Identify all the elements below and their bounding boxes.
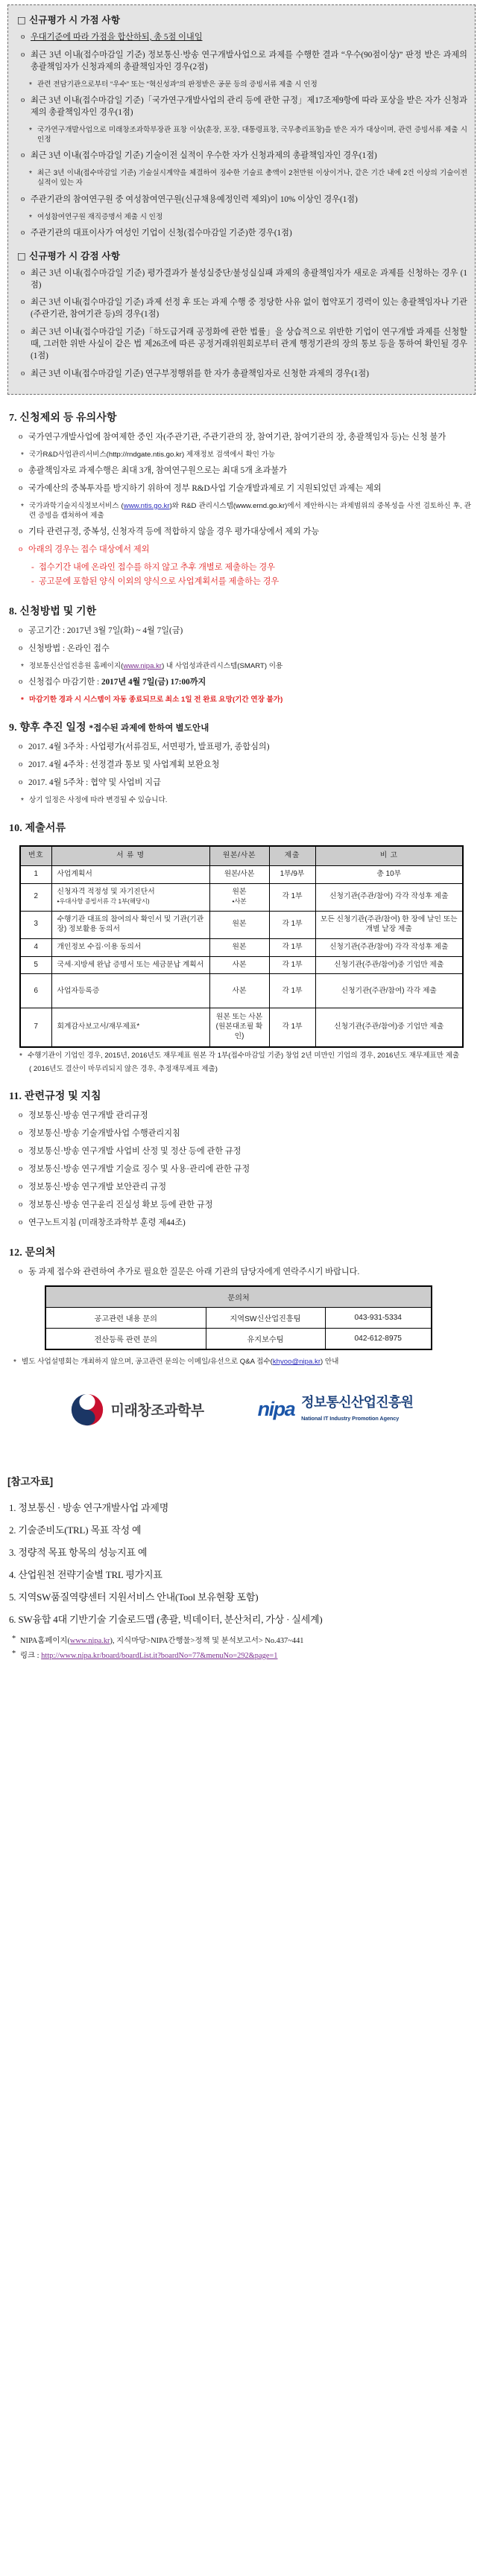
reference-note: * NIPA홈페이지(www.nipa.kr), 지식마당>NIPA간행물>정책 및 분석보고서> No.437~441 (10, 1634, 483, 1645)
cell-remark: 신청기관(주관/참여)중 기업만 제출 (315, 1008, 463, 1047)
document-page (0, 4, 483, 1668)
contact-header: 문의처 (45, 1286, 432, 1308)
nipa-logo-text-kr: 정보통신산업진흥원 (301, 1394, 414, 1410)
taegeuk-icon (70, 1393, 104, 1427)
cell-document-name: 신청자격 적정성 및 자기진단서 •우대사항 증빙서류 각 1부(해당시) (51, 883, 209, 911)
cell-original-copy: 원본 •사본 (209, 883, 269, 911)
contact-email-link[interactable]: khyoo@nipa.kr (272, 1358, 321, 1367)
contact-team: 지역SW신산업진흥팀 (206, 1308, 325, 1329)
s12-lead-text: o 동 과제 접수와 관련하여 추가로 필요한 질문은 아래 기관의 담당자에게 연락주시기 바랍니다. (18, 1267, 471, 1279)
bonus-item: o 우대기준에 따라 가점을 합산하되, 총 5점 이내임 (20, 32, 467, 44)
bonus-item: o 주관기관의 참여연구원 중 여성참여연구원(신규채용예정인력 제외)이 10% 이상인 경우(1점) (20, 194, 467, 206)
cell-original-subnote: •사본 (232, 897, 247, 905)
reference-item: 5. 지역SW품질역량센터 지원서비스 안내(Tool 보유현황 포함) (9, 1591, 259, 1603)
s11-regulation: o 연구노트지침 (미래창조과학부 훈령 제44조) (18, 1218, 471, 1230)
contact-phone: 043-931-5334 (325, 1308, 432, 1329)
bonus-item-note: * 최근 3년 이내(접수마감일 기준) 기술실시계약을 체결하여 징수한 기술료 총액이 2천만원 이상이거나, 같은 기간 내에 2건 이상의 기술이전 실적이 있는 자 (28, 168, 467, 188)
reference-note: * 링크 : http://www.nipa.kr/board/boardList.it?boardNo=77&menuNo=292&page=1 (10, 1649, 483, 1660)
cell-no: 5 (20, 956, 51, 974)
penalty-item: o 최근 3년 이내(접수마감일 기준)「하도급거래 공정화에 관한 법률」을 상습적으로 위반한 기업이 연구개발 과제를 신청할 때, 그러한 위반 사실이 같은 법 제26조에 따른 공정거래위원회로부터 관계 행정기관의 장의 통보 등을 통하여 확인될 경우(1점) (20, 327, 467, 363)
reference-item: 6. SW융합 4대 기반기술 기술로드맵 (총괄, 빅데이터, 분산처리, 가상 · 실세계) (9, 1613, 323, 1625)
table-header-row (20, 846, 463, 865)
table-row (20, 1008, 463, 1047)
cell-original-copy: 원본 (209, 938, 269, 956)
cell-count: 각 1부 (269, 938, 315, 956)
s11-regulation: o 정보통신·방송 연구개발 사업비 산정 및 정산 등에 관한 규정 (18, 1146, 471, 1158)
cell-original-copy: 원본 또는 사본(원본대조필 확인) (209, 1008, 269, 1047)
penalty-heading: □ 신규평가 시 감점 사항 (17, 249, 121, 261)
cell-remark: 신청기관(주관/참여) 각각 제출 (315, 974, 463, 1008)
bonus-item: o 주관기관의 대표이사가 여성인 기업이 신청(접수마감일 기준)한 경우(1점) (20, 228, 467, 240)
contact-kind: 전산등록 관련 문의 (45, 1329, 206, 1350)
contact-row (45, 1308, 432, 1329)
cell-document-name: 사업자등록증 (51, 974, 209, 1008)
evaluation-notice-box (7, 4, 476, 395)
cell-no: 3 (20, 911, 51, 938)
contact-team: 유지보수팀 (206, 1329, 325, 1350)
cell-remark: 총 10부 (315, 866, 463, 884)
nipa-link[interactable]: www.nipa.kr (123, 661, 162, 670)
section-12-body (16, 1267, 471, 1279)
cell-document-name: 수행기관 대표의 참여의사 확인서 및 기관(기관장) 정보활용 동의서 (51, 911, 209, 938)
cell-original-copy: 사본 (209, 974, 269, 1008)
col-document-name: 서 류 명 (51, 846, 209, 865)
s9-schedule-item: o 2017. 4월 4주차 : 선정결과 통보 및 사업계획 보완요청 (18, 760, 471, 772)
nipa-wordmark: nipa (257, 1398, 295, 1421)
s10-note: * 수행기관이 기업인 경우, 2015년, 2016년도 재무제표 원본 각 1부(접수마감일 기준) 창업 2년 미만인 기업의 경우, 2016년도 재무제표만 제출 (18, 1051, 470, 1060)
section-11-body (16, 1110, 471, 1229)
s7-item: o 국가연구개발사업에 참여제한 중인 자(주관기관, 주관기관의 장, 참여기관, 참여기관의 장, 총괄책임자 등)는 신청 불가 (18, 432, 471, 444)
cell-original-copy: 원본/사본 (209, 866, 269, 884)
s7-item-excluded: o 아래의 경우는 접수 대상에서 제외 (18, 544, 471, 556)
nipa-homepage-link[interactable]: www.nipa.kr (69, 1636, 110, 1645)
s7-excluded-case: - 접수기간 내에 온라인 접수를 하지 않고 추후 개별로 제출하는 경우 (30, 562, 471, 574)
table-row (20, 883, 463, 911)
contact-header-row (45, 1286, 432, 1308)
s7-item: o 기타 관련규정, 중복성, 신청자격 등에 적합하지 않을 경우 평가대상에서 제외 가능 (18, 527, 471, 538)
s11-regulation: o 정보통신·방송 연구개발 기술료 징수 및 사용·관리에 관한 규정 (18, 1164, 471, 1176)
table-row (20, 866, 463, 884)
cell-remark: 모든 신청기관(주관/참여) 한 장에 날인 또는 개별 낱장 제출 (315, 911, 463, 938)
cell-document-name: 국세·지방세 완납 증명서 또는 세금분납 계획서 (51, 956, 209, 974)
cell-count: 각 1부 (269, 956, 315, 974)
contact-kind: 공고관련 내용 문의 (45, 1308, 206, 1329)
bonus-item-note: * 관련 전담기관으로부터 “우수” 또는 “혁신성과”의 판정받은 공문 등의 증빙서류 제출 시 인정 (28, 80, 467, 89)
cell-count: 각 1부 (269, 911, 315, 938)
cell-count: 1부/9부 (269, 866, 315, 884)
cell-count: 각 1부 (269, 883, 315, 911)
cell-remark: 신청기관(주관/참여) 각각 작성후 제출 (315, 883, 463, 911)
reference-title: [참고자료] (7, 1475, 54, 1487)
s11-regulation: o 정보통신·방송 연구개발 보안관리 규정 (18, 1182, 471, 1194)
nipa-logo-text-en: National IT Industry Promotion Agency (301, 1414, 400, 1422)
footer-logos (0, 1393, 483, 1427)
s7-item: o 총괄책임자로 과제수행은 최대 3개, 참여연구원으로는 최대 5개 초과불가 (18, 465, 471, 477)
cell-document-name: 개인정보 수집·이용 동의서 (51, 938, 209, 956)
cell-document-name: 회계감사보고서/재무제표* (51, 1008, 209, 1047)
s7-item: o 국가예산의 중복투자를 방지하기 위하여 정부 R&D사업 기술개발과제로 기 지원되었던 과제는 제외 (18, 483, 471, 495)
table-row (20, 974, 463, 1008)
penalty-item: o 최근 3년 이내(접수마감일 기준) 과제 선정 후 또는 과제 수행 중 정당한 사유 없이 협약포기 경력이 있는 총괄책임자나 기관(주관기관, 참여기관 등)의 경우(1점) (20, 297, 467, 321)
bonus-item: o 최근 3년 이내(접수마감일 기준) 기술이전 실적이 우수한 자가 신청과제의 총괄책임자인 경우(1점) (20, 150, 467, 162)
reference-item: 1. 정보통신 · 방송 연구개발사업 과제명 (9, 1501, 169, 1513)
s8-period: o 공고기간 : 2017년 3월 7일(화) ~ 4월 7일(금) (18, 626, 471, 637)
section-10-title: 10. 제출서류 (9, 823, 66, 835)
bonus-heading: □ 신규평가 시 가점 사항 (17, 14, 121, 25)
cell-no: 1 (20, 866, 51, 884)
section-9-title: 9. 향후 추진 일정 *접수된 과제에 한하여 별도안내 (9, 722, 209, 734)
s7-note: * 국가과학기술지식정보서비스 (www.ntis.go.kr)와 R&D 관리시스템(www.ernd.go.kr)에서 제안하시는 과제범위의 중복성을 사전 검토하신 후, 관련 증빙을 캡쳐하여 제출 (19, 501, 471, 521)
bonus-item-note: * 국가연구개발사업으로 미래창조과학부장관 표창 이상(훈장, 포장, 대통령표창, 국무총리표창)을 받은 자가 대상이며, 관련 증빙서류 제출 시 인정 (28, 125, 467, 144)
cell-count: 각 1부 (269, 974, 315, 1008)
cell-original-copy: 사본 (209, 956, 269, 974)
s11-regulation: o 정보통신·방송 기술개발사업 수행관리지침 (18, 1128, 471, 1140)
s11-regulation: o 정보통신·방송 연구개발 관리규정 (18, 1110, 471, 1122)
ntis-link[interactable]: www.ntis.go.kr (123, 501, 170, 510)
bonus-item: o 최근 3년 이내(접수마감일 기준)「국가연구개발사업의 관리 등에 관한 규정」제17조제9항에 따라 포상을 받은 자가 신청과제의 총괄책임자인 경우(1점) (20, 95, 467, 119)
contact-row (45, 1329, 432, 1350)
s8-method: o 신청방법 : 온라인 접수 (18, 643, 471, 655)
cell-original-copy: 원본 (209, 911, 269, 938)
s8-deadline-value: 2017년 4월 7일(금) 17:00까지 (101, 678, 206, 687)
section-12-title: 12. 문의처 (9, 1247, 56, 1259)
table-row (20, 911, 463, 938)
checkbox-square-icon: □ (17, 14, 27, 25)
s8-deadline-warning: * 마감기한 경과 시 시스템이 자동 종료되므로 최소 1일 전 완료 요망(기간 연장 불가) (19, 695, 471, 705)
reference-item: 3. 정량적 목표 항목의 성능지표 예 (9, 1546, 148, 1558)
msip-logo-text: 미래창조과학부 (110, 1403, 204, 1419)
cell-remark: 신청기관(주관/참여)중 기업만 제출 (315, 956, 463, 974)
cell-count: 각 1부 (269, 1008, 315, 1047)
cell-no: 4 (20, 938, 51, 956)
section-8-body (16, 626, 471, 705)
col-no: 번호 (20, 846, 51, 865)
submission-documents-table (19, 845, 464, 1048)
cell-no: 2 (20, 883, 51, 911)
s9-note: * 상기 일정은 사정에 따라 변경될 수 있습니다. (19, 795, 471, 805)
s8-deadline: o 신청접수 마감기한 : 2017년 4월 7일(금) 17:00까지 (18, 677, 471, 689)
reference-item: 4. 산업원천 전략기술별 TRL 평가지표 (9, 1568, 162, 1580)
cell-document-name: 사업계획서 (51, 866, 209, 884)
s8-note: * 정보통신산업진흥원 홈페이지(www.nipa.kr) 내 사업성과관리시스템(SMART) 이용 (19, 661, 471, 671)
contact-phone: 042-612-8975 (325, 1329, 432, 1350)
section-7-title: 7. 신청제외 등 유의사항 (9, 412, 117, 424)
checkbox-square-icon: □ (17, 249, 27, 261)
section-9-body (16, 742, 471, 805)
section-11-title: 11. 관련규정 및 지침 (9, 1091, 101, 1103)
s12-note: * 별도 사업설명회는 개최하지 않으며, 공고관련 문의는 이메일/유선으로 Q&A 접수(khyoo@nipa.kr) 안내 (12, 1357, 483, 1367)
s11-regulation: o 정보통신·방송 연구윤리 진실성 확보 등에 관한 규정 (18, 1200, 471, 1212)
contact-table (45, 1285, 432, 1350)
cell-no: 6 (20, 974, 51, 1008)
s10-note-2: ( 2016년도 결산이 마무리되지 않은 경우, 추정재무제표 제출) (29, 1065, 218, 1074)
reference-item: 2. 기술준비도(TRL) 목표 작성 예 (9, 1524, 142, 1536)
s9-schedule-item: o 2017. 4월 3주차 : 사업평가(서류검토, 서면평가, 발표평가, 종합심의) (18, 742, 471, 754)
section-8-title: 8. 신청방법 및 기한 (9, 605, 97, 617)
penalty-item: o 최근 3년 이내(접수마감일 기준) 연구부정행위를 한 자가 총괄책임자로 신청한 과제의 경우(1점) (20, 369, 467, 381)
cell-remark: 신청기관(주관/참여) 각각 작성후 제출 (315, 938, 463, 956)
cell-document-subnote: •우대사항 증빙서류 각 1부(해당시) (57, 897, 150, 905)
s7-note: * 국가R&D사업관리서비스(http://rndgate.ntis.go.kr) 제재정보 검색에서 확인 가능 (19, 450, 471, 459)
penalty-item: o 최근 3년 이내(접수마감일 기준) 평가결과가 불성실중단/불성실실패 과제의 총괄책임자가 새로운 과제를 신청하는 경우 (1점) (20, 268, 467, 292)
section-9-subtitle: *접수된 과제에 한하여 별도안내 (89, 724, 209, 734)
bonus-item: o 최근 3년 이내(접수마감일 기준) 정보통신·방송 연구개발사업으로 과제를 수행한 결과 “우수(90점이상)” 판정 받은 과제의 총괄책임자가 신청과제의 총괄책임자인 경우(2점) (20, 50, 467, 74)
col-remark: 비 고 (315, 846, 463, 865)
msip-logo (70, 1393, 204, 1427)
s9-schedule-item: o 2017. 4월 5주차 : 협약 및 사업비 지급 (18, 777, 471, 789)
s7-excluded-case: - 공고문에 포함된 양식 이외의 양식으로 사업계획서를 제출하는 경우 (30, 576, 471, 588)
table-row (20, 956, 463, 974)
cell-no: 7 (20, 1008, 51, 1047)
nipa-board-link[interactable]: http://www.nipa.kr/board/boardList.it?boardNo=77&menuNo=292&page=1 (41, 1651, 278, 1660)
table-row (20, 938, 463, 956)
col-count: 제출 (269, 846, 315, 865)
section-7-body (16, 432, 471, 588)
nipa-logo (258, 1396, 414, 1424)
col-original-copy: 원본/사본 (209, 846, 269, 865)
bonus-item-note: * 여성참여연구원 재직증명서 제출 시 인정 (28, 212, 467, 222)
